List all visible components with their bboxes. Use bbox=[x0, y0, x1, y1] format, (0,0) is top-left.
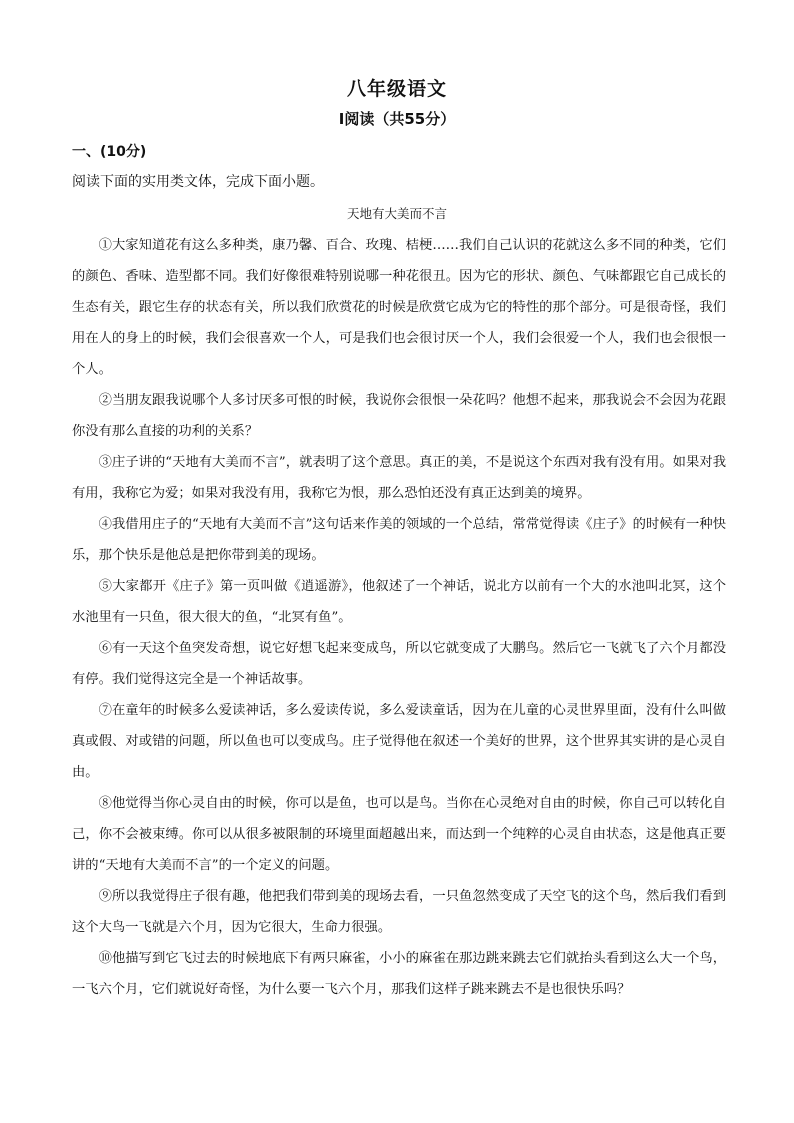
paragraph-7: ⑦在童年的时候多么爱读神话，多么爱读传说，多么爱读童话，因为在儿童的心灵世界里面，没有什么叫做真或假、对或错的问题，所以鱼也可以变成鸟。庄子觉得他在叙述一个美好的世界，这个世界其实讲的是心灵自由。 bbox=[72, 703, 726, 780]
paragraph-2: ②当朋友跟我说哪个人多讨厌多可恨的时候，我说你会很恨一朵花吗？他想不起来，那我说会不会因为花跟你没有那么直接的功利的关系？ bbox=[72, 393, 726, 439]
question-heading: 一、(10分) bbox=[72, 144, 147, 160]
paragraph-4: ④我借用庄子的“天地有大美而不言”这句话来作美的领域的一个总结，常常觉得读《庄子》的时候有一种快乐，那个快乐是他总是把你带到美的现场。 bbox=[72, 517, 726, 563]
question-instruction: 阅读下面的实用类文体，完成下面小题。 bbox=[72, 174, 324, 190]
paragraph-9: ⑨所以我觉得庄子很有趣，他把我们带到美的现场去看，一只鱼忽然变成了天空飞的这个鸟，然后我们看到这个大鸟一飞就是六个月，因为它很大，生命力很强。 bbox=[72, 889, 726, 935]
section-title: Ⅰ阅读（共55分） bbox=[338, 110, 456, 128]
document-title: 八年级语文 bbox=[346, 78, 447, 100]
paragraph-3: ③庄子讲的“天地有大美而不言”，就表明了这个意思。真正的美，不是说这个东西对我有没有用。如果对我有用，我称它为爱；如果对我没有用，我称它为恨，那么恐怕还没有真正达到美的境界。 bbox=[72, 455, 726, 501]
paragraph-1: ①大家知道花有这么多种类，康乃馨、百合、玫瑰、桔梗……我们自己认识的花就这么多不同的种类，它们的颜色、香味、造型都不同。我们好像很难特别说哪一种花很丑。因为它的形状、颜色、气味都跟它自己成长的生态有关，跟它生存的状态有关，所以我们欣赏花的时候是欣赏它成为它的特性的那个部分。可是很奇怪，我们用在人的身上的时候，我们会很喜欢一个人，可是我们也会很讨厌一个人，我们会很爱一个人，我们也会很恨一个人。 bbox=[72, 238, 726, 377]
article-body bbox=[72, 230, 726, 1005]
paragraph-8: ⑧他觉得当你心灵自由的时候，你可以是鱼，也可以是鸟。当你在心灵绝对自由的时候，你自己可以转化自己，你不会被束缚。你可以从很多被限制的环境里面超越出来，而达到一个纯粹的心灵自由状态，这是他真正要讲的“天地有大美而不言”的一个定义的问题。 bbox=[72, 796, 726, 873]
paragraph-10: ⑩他描写到它飞过去的时候地底下有两只麻雀，小小的麻雀在那边跳来跳去它们就抬头看到这么大一个鸟，一飞六个月，它们就说好奇怪，为什么要一飞六个月，那我们这样子跳来跳去不是也很快乐吗？ bbox=[72, 951, 726, 997]
paragraph-5: ⑤大家都开《庄子》第一页叫做《逍遥游》，他叙述了一个神话，说北方以前有一个大的水池叫北冥，这个水池里有一只鱼，很大很大的鱼，“北冥有鱼”。 bbox=[72, 579, 726, 625]
paragraph-6: ⑥有一天这个鱼突发奇想，说它好想飞起来变成鸟，所以它就变成了大鹏鸟。然后它一飞就飞了六个月都没有停。我们觉得这完全是一个神话故事。 bbox=[72, 641, 726, 687]
article-title: 天地有大美而不言 bbox=[346, 206, 447, 221]
